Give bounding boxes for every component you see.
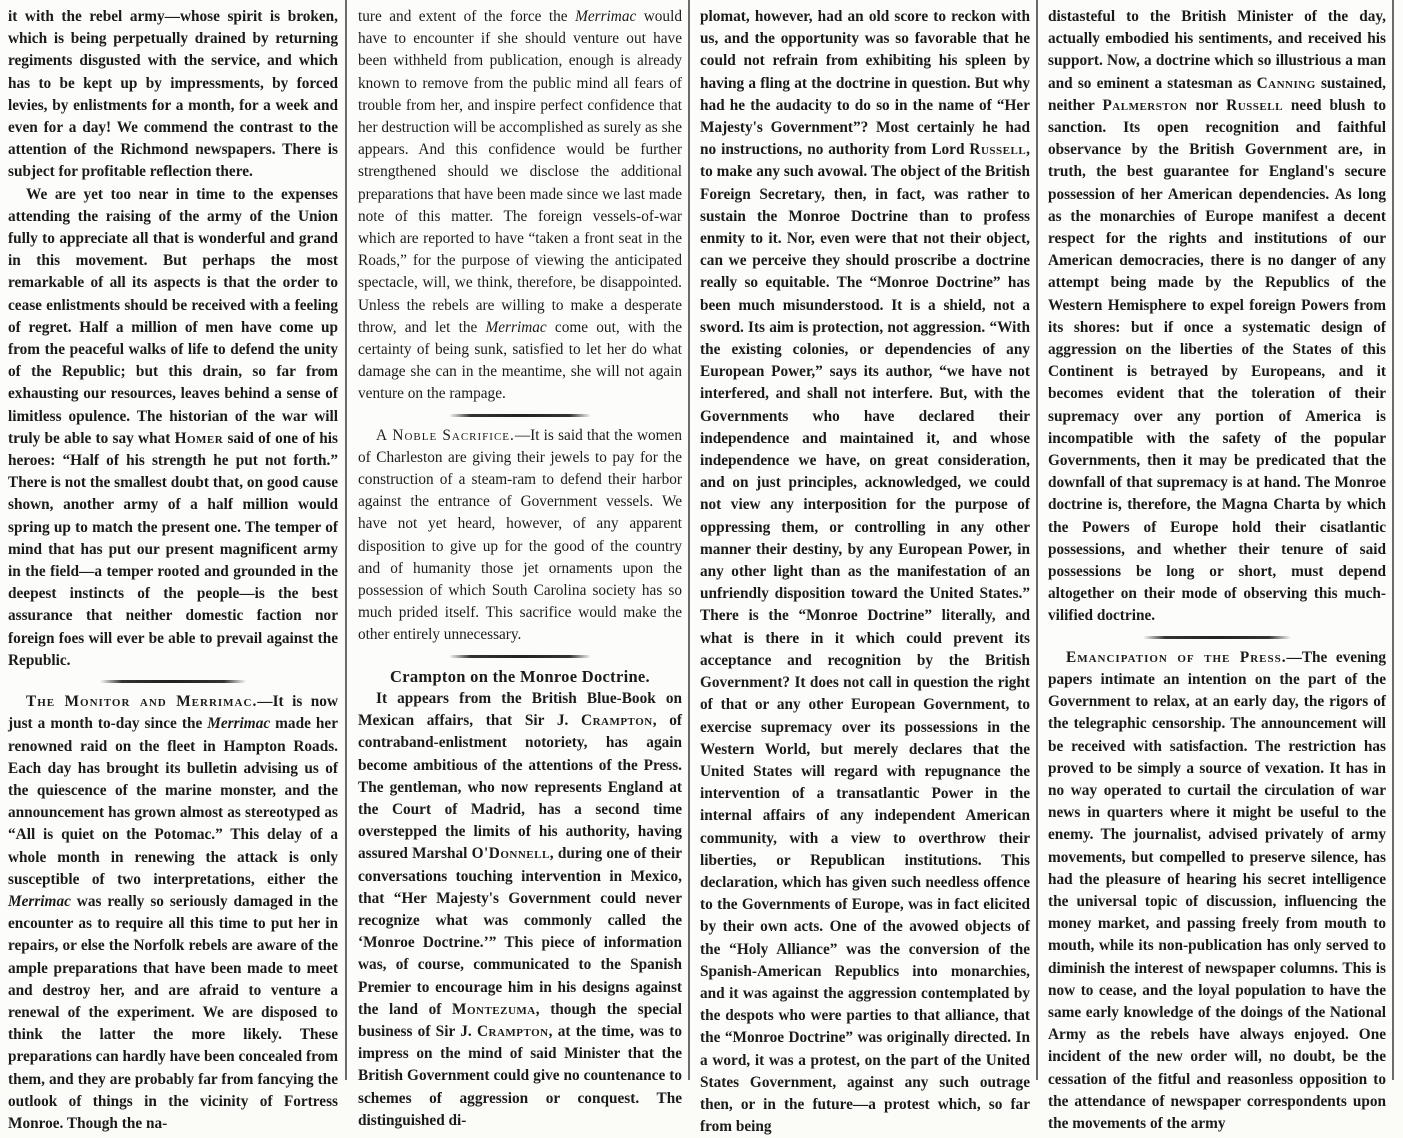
ship-name: Merrimac [575, 8, 637, 25]
name-crampton: Crampton [476, 1022, 549, 1040]
text-span: need blush to sanction. Its open recognition and faithful observance by the British Government are, in truth, the best guarantee for England's secure possession of her American dependencies. As long as the monarchies of Europe manifest a decent respect for the rights and institutions of our American democracies, there is no danger of any attempt being made by the Republics of the Western Hemisphere to expel foreign Powers from its shores: but if once a systematic design of aggression on the liberties of the States of this Continent is betrayed by Europeans, and it becomes evident that the toleration of their supremacy over any portion of America is incompatible with the safety of the popular Governments, then it may be predicated that the downfall of that supremacy is at hand. The Monroe doctrine is, therefore, the Magna Charta by which the Powers of Europe hold their cisatlantic possessions, and whether their tenure of said possessions be long or short, must depend altogether on their mode of observing this much-vilified doctrine. [1048, 96, 1386, 625]
name-canning: Canning [1256, 74, 1316, 92]
column-2 [350, 0, 688, 1129]
name-russell: Russell [969, 141, 1027, 159]
name-montezuma: Montezuma [452, 1000, 536, 1018]
text-span: sustained, neither [1048, 74, 1386, 114]
name-odonnell: O'Donnell [471, 845, 550, 863]
column-4 [1040, 0, 1392, 1132]
name-crampton: Crampton [581, 712, 653, 730]
ship-name: Merrimac [485, 318, 547, 336]
text-span: would have to encounter if she should venture out have been withheld from publication, enough is already known to remove from the public mind all fears of trouble from her, and inspire perfect confidence that her destruction will be accomplished as surely as she appears. And this confidence would be further strengthened should we disclose the additional preparations that have been made since we last made note of this matter. The foreign vessels-of-war which are reported to have “taken a front seat in the Roads,” for the purpose of viewing the anticipated spectacle, will, we think, therefore, be disappointed. Unless the rebels are willing to make a desperate throw, and let the [358, 8, 682, 336]
paragraph-monroe-doctrine [700, 6, 1030, 1138]
section-separator [100, 680, 245, 683]
section-separator [1143, 636, 1292, 639]
column-rule [1392, 0, 1394, 1080]
text-span: , though the special business of Sir J. [358, 1000, 682, 1040]
section-separator [449, 655, 592, 658]
column-3 [692, 0, 1036, 1136]
paragraph-union-army [8, 184, 338, 672]
text-span: —It is now just a month to-day since the [8, 693, 338, 733]
text-span: , during one of their conversations touching intervention in Mexico, that “Her Majesty's Government could never recognize what was commonly called the ‘Monroe Doctrine.’” This piece of information was, of course, communicated to the Spanish Premier to encourage him in his designs against the land of [358, 845, 682, 1018]
text-span: , at the time, was to impress on the mind of said Minister that the British Government could give no countenance to schemes of aggression or conquest. The distinguished di- [358, 1022, 682, 1129]
ship-name: Merrimac [8, 892, 71, 910]
name-russell: Russell [1226, 96, 1283, 114]
name-palmerston: Palmerston [1102, 96, 1188, 114]
text-span: said of one of his heroes: “Half of his strength he put not forth.” There is not the smallest doubt that, on good cause shown, another army of a half million would spring up to match the present one. The temper of mind that has put our present magnificent army in the field—a temper rooted and grounded in the deepest instincts of the people—is the best assurance that neither domestic faction nor foreign foes will ever be able to prevail against the Republic. [8, 429, 338, 669]
column-1 [0, 0, 344, 1132]
text-span: distasteful to the British Minister of the day, actually embodied his sentiments, and received his support. Now, a doctrine which so illustrious a man and so eminent a statesman as [1048, 8, 1386, 92]
text-span: It appears from the British Blue-Book on Mexican affairs, that Sir J. [358, 689, 682, 730]
text-span: was really so seriously damaged in the encounter as to require all this time to put her in repairs, or else the Norfolk rebels are aware of the ample preparations that have been made to meet and destroy her, and are afraid to venture a renewal of the experiment. We are disposed to think the latter the more likely. These preparations can hardly have been concealed from them, and they are probably far from fancying the outlook of things in the vicinity of Fortress Monroe. Though the na- [8, 892, 339, 1132]
article-headline: Crampton on the Monroe Doctrine. [390, 666, 650, 686]
section-separator [449, 414, 592, 417]
column-rule [345, 0, 347, 1080]
article-emancipation-press [1048, 647, 1386, 1135]
text-span: nor [1187, 96, 1227, 114]
text-span: , of contraband-enlistment notoriety, has again become ambitious of the attentions of the Press. The gentleman, who now represents England at the Court of Madrid, has a second time overstepped the limits of his authority, having assured Marshal [358, 712, 682, 863]
text-span: plomat, however, had an old score to reckon with us, and the opportunity was so favorable that he could not refrain from exhibiting his spleen by having a fling at the doctrine in question. But why had he the audacity to do so in the name of “Her Majesty's Government”? Most certainly he had no instructions, no authority from Lord [700, 8, 1030, 159]
text-span: ture and extent of the force the [358, 8, 576, 25]
article-crampton [358, 688, 682, 1132]
article-monitor-merrimac [8, 691, 338, 1135]
text-span: come out, with the certainty of being sunk, satisfied to let her do what damage she can in the meantime, she will not again venture on the rampage. [358, 318, 682, 403]
text-span: , to make any such avowal. The object of the British Foreign Secretary, then, in fact, was rather to sustain the Monroe Doctrine than to profess enmity to it. Nor, even were that not their object, can we perceive they should proscribe a doctrine really so equitable. The “Monroe Doctrine” has been much misunderstood. It is a shield, not a sword. Its aim is protection, not aggression. “With the existing colonies, or dependencies of any European Power,” says its author, “we have not interfered, and shall not interfere. But, with the Governments who have declared their independence and maintained it, and whose independence we have, on great consideration, and on just principles, acknowledged, we could not view any interposition for the purpose of oppressing them, or controlling in any other manner their destiny, by any European Power, in any other light than as the manifestation of an unfriendly disposition toward the United States.” There is the “Monroe Doctrine” literally, and what is there in it which could prevent its acceptance and recognition by the British Government? It does not call in question the right of that or any other European Government, to exercise supremacy over its possessions in the Western World, but merely declares that the United States will regard with repugnance the intervention of a transatlantic Power in the internal affairs of any independent American community, with a view to overthrow their liberties, or Republican institutions. This declaration, which has given such needless offence to the Governments of Europe, was in fact elicited by their own acts. One of the avowed objects of the “Holy Alliance” was the conversion of the Spanish-American Republics into monarchies, and it was against the aggression contemplated by the despots who were parties to that alliance, that the “Monroe Doctrine” was originally directed. In a word, it was a protest, on the part of the United States Government, against any such outrage then, or in the future—a protest which, so far from being [700, 141, 1030, 1136]
article-noble-sacrifice [358, 425, 682, 647]
text-span: —It is said that the women of Charleston are giving their jewels to pay for the construction of a steam-ram to defend their harbor against the entrance of Government vessels. We have not yet heard, however, of any apparent disposition to give up for the good of the country and of humanity those jet ornaments upon the possession of which South Carolina society has so much prided itself. This sacrifice would make the other entirely unnecessary. [358, 426, 682, 644]
ship-name: Merrimac [207, 715, 271, 733]
column-rule [688, 0, 690, 1080]
text-span: We are yet too near in time to the expenses attending the raising of the army of the Union fully to appreciate all that is wonderful and grand in this movement. But perhaps the most remarkable of all its aspects is that the order to cease enlistments should be received with a feeling of regret. Half a million of men have come up from the peaceful walks of life to defend the unity of the Republic; but this drain, so far from exhausting our resources, leaves behind a sense of limitless opulence. The historian of the war will truly be able to say what [8, 185, 338, 447]
article-lead: Emancipation of the Press. [1066, 648, 1287, 666]
text-span: made her renowned raid on the fleet in Hampton Roads. Each day has brought its bulletin advising us of the quiescence of the marine monster, and the announcement has grown almost as stereotyped as “All is quiet on the Potomac.” This delay of a whole month in renewing the attack is only susceptible of two interpretations, either the [8, 715, 338, 888]
article-lead: The Monitor and Merrimac. [26, 693, 258, 711]
paragraph-merrimac-continued [358, 6, 682, 406]
column-rule [1036, 0, 1038, 1080]
article-lead: A Noble Sacrifice. [376, 426, 515, 444]
name-homer: Homer [174, 429, 224, 447]
text-span: —The evening papers intimate an intention on the part of the Government to relax, at an early day, the rigors of the telegraphic censorship. The announcement will be received with satisfaction. The restriction has proved to be simply a source of vexation. It has in no way operated to curtail the circulation of war news in quarters where it might be useful to the enemy. The journalist, advised privately of army movements, but compelled to preserve silence, has had the pleasure of hearing his secret intelligence the universal topic of discussion, influencing the money market, and passing freely from mouth to mouth, while its non-publication has only served to diminish the interest of newspaper columns. This is now to cease, and the loyal population to have the same early knowledge of the doings of the National Army as the rebels have always enjoyed. One incident of the new order will, no doubt, be the cessation of the fitful and reasonless opposition to the attendance of newspaper correspondents upon the movements of the army [1048, 648, 1386, 1132]
paragraph-monroe-doctrine-continued [1048, 6, 1386, 628]
paragraph-army-contrast: it with the rebel army—whose spirit is broken, which is being perpetually drained by returning regiments disgusted with the service, and which has to be kept up by impressments, by forced levies, by enlistments for a month, for a week and even for a day! We commend the contrast to the attention of the Richmond newspapers. There is subject for profitable reflection there. [8, 8, 338, 181]
